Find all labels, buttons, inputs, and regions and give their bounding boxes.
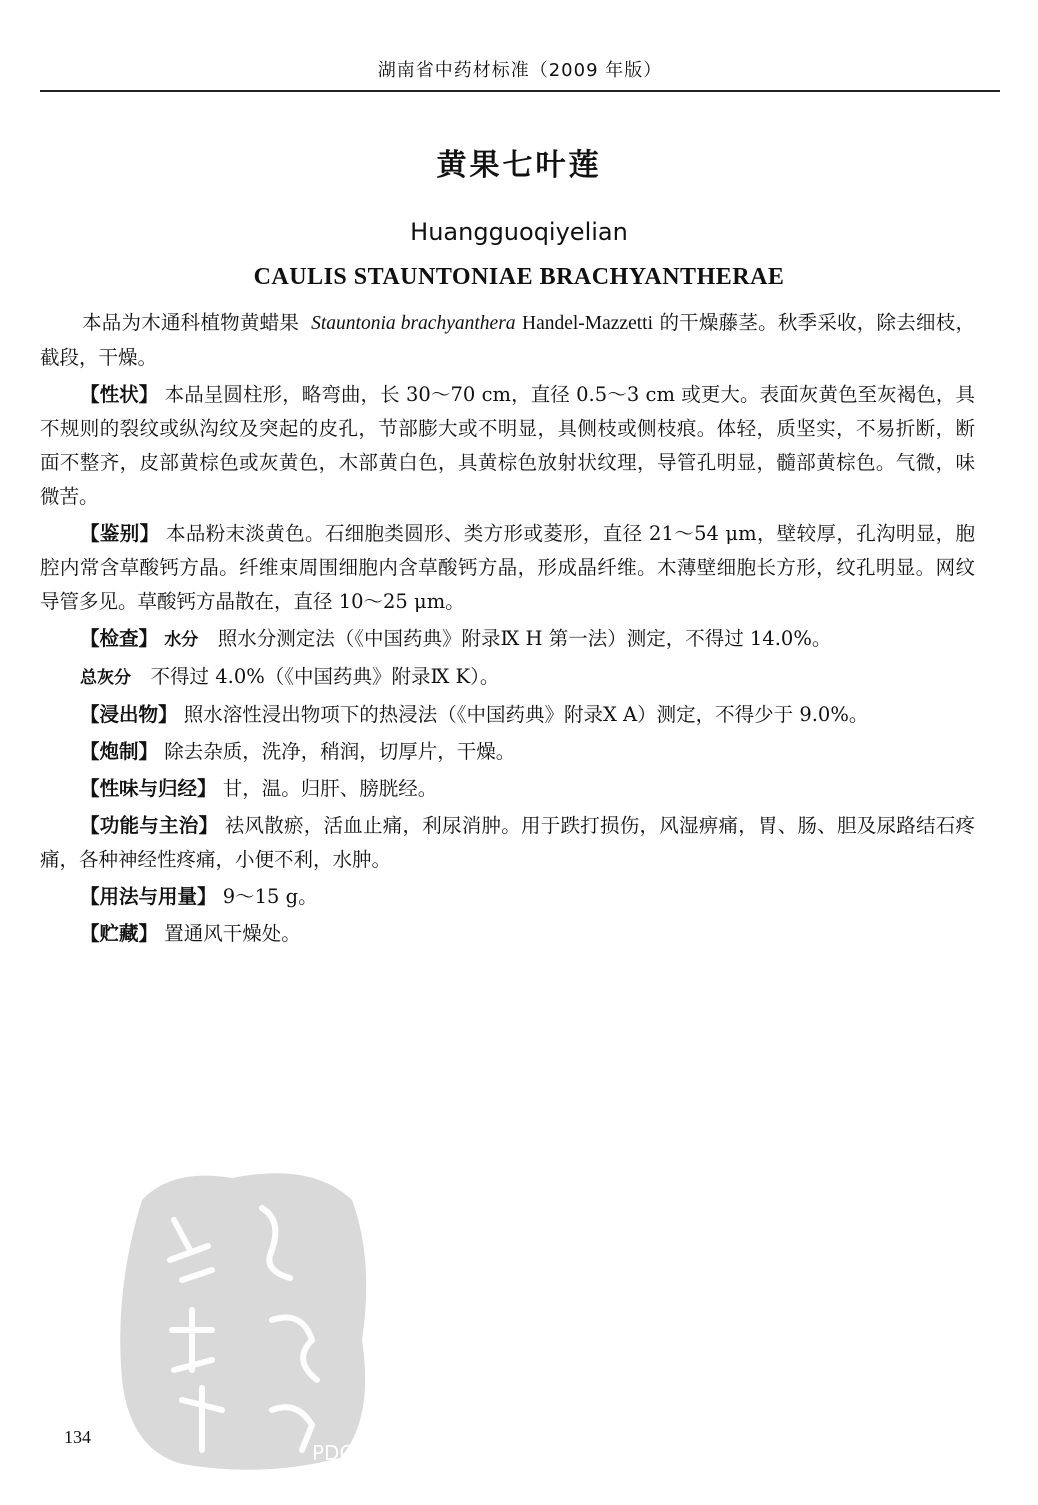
section-text: 照水分测定法（《中国药典》附录Ⅸ H 第一法）测定，不得过 14.0%。 (217, 627, 832, 650)
section-extract (40, 698, 975, 732)
intro-paragraph (40, 306, 975, 375)
section-text: 本品呈圆柱形，略弯曲，长 30～70 cm，直径 0.5～3 cm 或更大。表面灰黄色至灰褐色，具不规则的裂纹或纵沟纹及突起的皮孔，节部膨大或不明显，具侧枝或侧枝痕。体轻，质坚实，不易折断，断面不整齐，皮部黄棕色或灰黄色，木部黄白色，具黄棕色放射状纹理，导管孔明显，髓部黄棕色。气微，味微苦。 (40, 383, 975, 508)
species-name: Stauntonia brachyanthera (311, 313, 516, 334)
section-inspection (40, 622, 975, 657)
section-sublabel: 水分 (164, 630, 199, 650)
section-text: 9～15 g。 (222, 885, 318, 908)
section-text: 置通风干燥处。 (164, 922, 301, 945)
section-label: 【性味与归经】 (80, 777, 217, 800)
section-text: 本品粉末淡黄色。石细胞类圆形、类方形或菱形，直径 21～54 μm，壁较厚，孔沟明显，胞腔内常含草酸钙方晶。纤维束周围细胞内含草酸钙方晶，形成晶纤维。木薄壁细胞长方形，纹孔明显。网纹导管多见。草酸钙方晶散在，直径 10～25 μm。 (40, 522, 975, 613)
section-text: 照水溶性浸出物项下的热浸法（《中国药典》附录Ⅹ A）测定，不得少于 9.0%。 (183, 703, 869, 726)
section-text: 祛风散瘀，活血止痛，利尿消肿。用于跌打损伤，风湿痹痛，胃、肠、胆及尿路结石疼痛，各种神经性疼痛，小便不利，水肿。 (40, 814, 975, 871)
section-label: 【浸出物】 (80, 703, 178, 726)
header-rule (40, 90, 1000, 92)
section-identification (40, 517, 975, 619)
section-dosage (40, 880, 975, 914)
species-author: Handel-Mazzetti (521, 313, 653, 334)
section-label: 【用法与用量】 (80, 885, 217, 908)
section-appearance (40, 378, 975, 514)
section-label: 【贮藏】 (80, 922, 159, 945)
section-text: 除去杂质，洗净，稍润，切厚片，干燥。 (164, 740, 516, 763)
section-label: 【性状】 (80, 383, 159, 406)
section-label: 【检查】 (80, 627, 159, 650)
section-total-ash (40, 660, 975, 695)
intro-text-2: 的干燥藤茎。秋季采收，除去细枝，截段，干燥。 (40, 311, 975, 369)
section-text: 不得过 4.0%（《中国药典》附录Ⅸ K）。 (150, 665, 500, 688)
section-storage (40, 917, 975, 951)
entry-latin-name: CAULIS STAUNTONIAE BRACHYANTHERAE (253, 264, 785, 290)
section-nature-meridian (40, 772, 975, 806)
entry-body (40, 306, 975, 954)
seal-watermark-icon (112, 1160, 382, 1480)
section-functions (40, 809, 975, 877)
section-label: 【炮制】 (80, 740, 159, 763)
page-number: 134 (64, 1427, 91, 1447)
section-sublabel: 总灰分 (80, 668, 131, 688)
running-header: 湖南省中药材标准（2009 年版） (377, 60, 663, 81)
section-label: 【鉴别】 (80, 522, 160, 545)
section-label: 【功能与主治】 (80, 814, 219, 837)
seal-text: PDG (312, 1441, 355, 1465)
section-processing (40, 735, 975, 769)
entry-pinyin: Huangguoqiyelian (410, 218, 628, 246)
intro-text-1: 本品为木通科植物黄蜡果 (82, 311, 300, 334)
section-text: 甘，温。归肝、膀胱经。 (222, 777, 438, 800)
entry-title: 黄果七叶莲 (436, 148, 602, 183)
